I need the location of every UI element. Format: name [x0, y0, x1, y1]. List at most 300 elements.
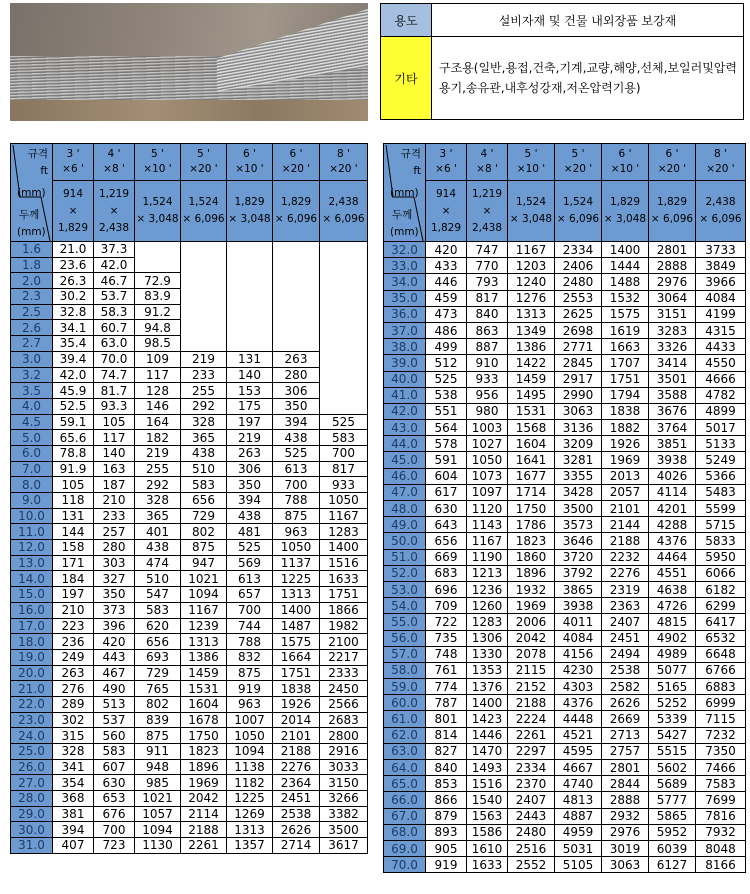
- weight-cell: 37.3: [94, 242, 135, 258]
- weight-cell: 7932: [696, 824, 746, 840]
- weight-cell: 3209: [555, 436, 602, 452]
- mm-length: × 3,048: [603, 213, 647, 225]
- table-row: [11, 571, 368, 587]
- weight-cell: 2450: [320, 681, 368, 697]
- weight-cell: 65.6: [53, 430, 94, 446]
- times-sign: ×: [68, 204, 78, 217]
- table-row: [384, 727, 746, 743]
- weight-cell: 1495: [508, 387, 555, 403]
- weight-cell: 4740: [555, 776, 602, 792]
- weight-cell: 58.3: [94, 304, 135, 320]
- weight-cell: 817: [467, 290, 508, 306]
- weight-cell: 2370: [508, 776, 555, 792]
- weight-cell: 513: [94, 696, 135, 712]
- table-row: [11, 555, 368, 571]
- weight-cell: 1130: [135, 838, 181, 854]
- weight-cell: 839: [135, 712, 181, 728]
- thickness-cell: 54.0: [384, 598, 426, 614]
- mm-length: × 3,048: [509, 213, 553, 225]
- weight-cell: 6066: [696, 565, 746, 581]
- empty-cell: [320, 257, 368, 273]
- steel-plate-photo: [10, 3, 368, 121]
- table-row: [11, 649, 368, 665]
- weight-cell: 569: [227, 555, 273, 571]
- table-row: [384, 420, 746, 436]
- weight-cell: 525: [273, 445, 320, 461]
- weight-cell: 3326: [649, 339, 696, 355]
- weight-cell: 1003: [467, 420, 508, 436]
- weight-cell: 1357: [227, 838, 273, 854]
- mm-length: × 6,096: [274, 213, 318, 225]
- empty-cell: [320, 273, 368, 289]
- weight-cell: 1137: [273, 555, 320, 571]
- weight-cell: 280: [94, 540, 135, 556]
- ft-width: 5 ': [197, 148, 210, 160]
- weight-cell: 233: [94, 508, 135, 524]
- ft-length: ×20 ': [189, 163, 218, 175]
- weight-cell: 2115: [508, 662, 555, 678]
- table-row: [384, 581, 746, 597]
- weight-cell: 1386: [181, 649, 227, 665]
- table-row: [384, 290, 746, 306]
- table-row: [11, 273, 368, 289]
- usage-row: [381, 4, 744, 37]
- mm-size-header: [273, 181, 320, 242]
- weight-cell: 1882: [602, 420, 649, 436]
- thickness-cell: 25.0: [11, 744, 53, 760]
- weight-cell: 1926: [273, 696, 320, 712]
- table-row: [384, 792, 746, 808]
- weight-cell: 788: [227, 634, 273, 650]
- weight-cell: 875: [227, 665, 273, 681]
- weight-cell: 1330: [467, 646, 508, 662]
- weight-cell: 350: [94, 587, 135, 603]
- weight-cell: 1167: [320, 508, 368, 524]
- mm-length: × 6,096: [182, 213, 225, 225]
- weight-cell: 613: [227, 571, 273, 587]
- table-row: [384, 711, 746, 727]
- weight-cell: 3588: [649, 387, 696, 403]
- ft-width: 5 ': [524, 148, 538, 160]
- weight-cell: 490: [94, 681, 135, 697]
- weight-cell: 525: [227, 540, 273, 556]
- weight-cell: 1860: [508, 549, 555, 565]
- weight-cell: 1610: [467, 840, 508, 856]
- thickness-cell: 24.0: [11, 728, 53, 744]
- weight-cell: 1823: [508, 533, 555, 549]
- ft-length: ×20 ': [281, 163, 311, 175]
- weight-cell: 292: [135, 477, 181, 493]
- weight-cell: 5366: [696, 468, 746, 484]
- ft-width: 3 ': [66, 148, 80, 160]
- weight-cell: 630: [426, 501, 467, 517]
- mm-width: 2,438: [705, 196, 736, 208]
- weight-cell: 1240: [508, 274, 555, 290]
- weight-cell: 2844: [602, 776, 649, 792]
- weight-cell: 817: [320, 461, 368, 477]
- thickness-cell: 47.0: [384, 484, 426, 500]
- weight-cell: 467: [94, 665, 135, 681]
- ft-length: ×20 ': [657, 163, 687, 175]
- weight-cell: 3500: [555, 501, 602, 517]
- weight-cell: 4376: [649, 533, 696, 549]
- weight-cell: 2552: [508, 857, 555, 873]
- thickness-cell: 4.5: [11, 414, 53, 430]
- empty-cell: [227, 273, 273, 289]
- weight-cell: 551: [426, 403, 467, 419]
- thickness-cell: 58.0: [384, 662, 426, 678]
- ft-size-header: [181, 144, 227, 181]
- weight-cell: 59.1: [53, 414, 94, 430]
- weight-cell: 481: [227, 524, 273, 540]
- mm-width: 1,219: [471, 187, 503, 200]
- weight-cell: 4315: [696, 322, 746, 338]
- weight-cell: 4902: [649, 630, 696, 646]
- weight-cell: 2480: [555, 274, 602, 290]
- weight-cell: 1027: [467, 436, 508, 452]
- mm-width: 1,219: [98, 187, 130, 200]
- weight-cell: 1487: [273, 618, 320, 634]
- table-row: [384, 646, 746, 662]
- weight-cell: 7699: [696, 792, 746, 808]
- weight-cell: 105: [53, 477, 94, 493]
- weight-cell: 5077: [649, 662, 696, 678]
- ft-size-header: [555, 144, 602, 181]
- weight-cell: 140: [227, 367, 273, 383]
- ft-length: ×10 ': [610, 163, 640, 175]
- mm-size-header: [320, 181, 368, 242]
- thickness-cell: 26.0: [11, 759, 53, 775]
- weight-cell: 2014: [273, 712, 320, 728]
- weight-cell: 963: [273, 524, 320, 540]
- mm-label-top: (mm): [17, 186, 46, 199]
- weight-cell: 394: [273, 414, 320, 430]
- weight-cell: 4156: [555, 646, 602, 662]
- other-value: 구조용(일반,용접,건축,기계,교량,해양,선체,보일러및압력용기,송유관,내후성강재,저온압력기용): [432, 37, 744, 120]
- mm-width: 1,829: [609, 196, 641, 208]
- weight-cell: 182: [135, 430, 181, 446]
- weight-cell: 6039: [649, 840, 696, 856]
- weight-cell: 5165: [649, 679, 696, 695]
- empty-cell: [273, 304, 320, 320]
- weight-cell: 1493: [467, 760, 508, 776]
- weight-cell: 4667: [555, 760, 602, 776]
- weight-cell: 583: [181, 477, 227, 493]
- weight-cell: 78.8: [53, 445, 94, 461]
- weight-cell: 564: [426, 420, 467, 436]
- thickness-cell: 49.0: [384, 517, 426, 533]
- weight-cell: 1021: [135, 791, 181, 807]
- weight-cell: 1459: [181, 665, 227, 681]
- weight-cell: 350: [273, 398, 320, 414]
- weight-cell: 1470: [467, 743, 508, 759]
- weight-cell: 4376: [555, 695, 602, 711]
- weight-cell: 1540: [467, 792, 508, 808]
- weight-cell: 1167: [467, 533, 508, 549]
- weight-cell: 2114: [181, 806, 227, 822]
- table-row: [384, 517, 746, 533]
- mm-width: 1,524: [515, 196, 547, 208]
- header-row-mm: [11, 181, 368, 242]
- table-row: [384, 840, 746, 856]
- weight-cell: 1751: [320, 587, 368, 603]
- weight-cell: 2261: [508, 727, 555, 743]
- usage-label: 용도: [381, 4, 432, 37]
- thickness-cell: 41.0: [384, 387, 426, 403]
- weight-cell: 3617: [320, 838, 368, 854]
- weight-cell: 438: [135, 540, 181, 556]
- weight-cell: 93.3: [94, 398, 135, 414]
- thickness-cell: 6.0: [11, 445, 53, 461]
- weight-cell: 2363: [602, 598, 649, 614]
- weight-cell: 5689: [649, 776, 696, 792]
- thickness-cell: 63.0: [384, 743, 426, 759]
- weight-cell: 1823: [181, 744, 227, 760]
- weight-cell: 289: [53, 696, 94, 712]
- weight-cell: 3720: [555, 549, 602, 565]
- weight-cell: 1866: [320, 602, 368, 618]
- weight-cell: 1143: [467, 517, 508, 533]
- ft-length: ×10 ': [143, 163, 172, 175]
- weight-cell: 1794: [602, 387, 649, 403]
- thickness-cell: 1.6: [11, 242, 53, 258]
- weight-cell: 919: [426, 857, 467, 873]
- weight-cell: 2713: [602, 727, 649, 743]
- weight-cell: 53.7: [94, 289, 135, 305]
- weight-cell: 5950: [696, 549, 746, 565]
- weight-cell: 1313: [227, 822, 273, 838]
- weight-cell: 793: [467, 274, 508, 290]
- thickness-cell: 9.0: [11, 493, 53, 509]
- weight-cell: 748: [426, 646, 467, 662]
- weight-cell: 396: [94, 618, 135, 634]
- ft-width: 6 ': [618, 148, 632, 160]
- ft-width: 6 ': [289, 148, 303, 160]
- weight-cell: 1969: [181, 775, 227, 791]
- weight-cell: 219: [181, 351, 227, 367]
- weight-cell: 3064: [649, 290, 696, 306]
- weight-cell: 1444: [602, 258, 649, 274]
- weight-cell: 5833: [696, 533, 746, 549]
- weight-cell: 63.0: [94, 336, 135, 352]
- weight-cell: 747: [467, 242, 508, 258]
- weight-cell: 2976: [602, 824, 649, 840]
- ft-width: 6 ': [243, 148, 256, 160]
- table-row: [384, 549, 746, 565]
- weight-cell: 3150: [320, 775, 368, 791]
- mm-width: 1,829: [234, 196, 265, 208]
- thickness-cell: 29.0: [11, 806, 53, 822]
- weight-cell: 433: [426, 258, 467, 274]
- weight-cell: 39.4: [53, 351, 94, 367]
- ft-length: ×10 ': [235, 163, 264, 175]
- weight-cell: 1190: [467, 549, 508, 565]
- empty-cell: [181, 320, 227, 336]
- weight-cell: 1604: [508, 436, 555, 452]
- weight-cell: 700: [320, 445, 368, 461]
- weight-cell: 910: [467, 355, 508, 371]
- thickness-cell: 45.0: [384, 452, 426, 468]
- weight-cell: 788: [273, 493, 320, 509]
- weight-cell: 443: [94, 649, 135, 665]
- thickness-cell: 70.0: [384, 857, 426, 873]
- table-row: [384, 630, 746, 646]
- weight-cell: 3865: [555, 581, 602, 597]
- weight-cell: 893: [426, 824, 467, 840]
- weight-cell: 4551: [649, 565, 696, 581]
- weight-cell: 2625: [555, 306, 602, 322]
- weight-cell: 933: [320, 477, 368, 493]
- weight-cell: 1575: [602, 306, 649, 322]
- thickness-cell: 19.0: [11, 649, 53, 665]
- table-row: [384, 452, 746, 468]
- weight-cell: 802: [181, 524, 227, 540]
- weight-cell: 723: [94, 838, 135, 854]
- thickness-cell: 53.0: [384, 581, 426, 597]
- ft-length: ×8 ': [103, 163, 125, 175]
- weight-cell: 2224: [508, 711, 555, 727]
- thickness-cell: 2.3: [11, 289, 53, 305]
- weight-cell: 1021: [181, 571, 227, 587]
- weight-cell: 3063: [555, 403, 602, 419]
- weight-cell: 613: [273, 461, 320, 477]
- weight-cell: 1269: [227, 806, 273, 822]
- table-row: [384, 355, 746, 371]
- ft-length: ×20 ': [563, 163, 593, 175]
- weight-cell: 4084: [555, 630, 602, 646]
- weight-cell: 117: [135, 367, 181, 383]
- weight-cell: 3500: [320, 822, 368, 838]
- empty-cell: [227, 242, 273, 258]
- mm-size-header: [135, 181, 181, 242]
- weight-cell: 3764: [649, 420, 696, 436]
- table-row: [11, 493, 368, 509]
- weight-cell: 1633: [320, 571, 368, 587]
- weight-cell: 7466: [696, 760, 746, 776]
- weight-cell: 459: [426, 290, 467, 306]
- thickness-cell: 61.0: [384, 711, 426, 727]
- weight-cell: 1094: [135, 822, 181, 838]
- weight-cell: 5602: [649, 760, 696, 776]
- empty-cell: [181, 336, 227, 352]
- weight-cell: 4887: [555, 808, 602, 824]
- weight-cell: 827: [426, 743, 467, 759]
- weight-cell: 1094: [227, 744, 273, 760]
- table-row: [11, 775, 368, 791]
- ft-size-header: [320, 144, 368, 181]
- ft-length: ×10 ': [516, 163, 546, 175]
- thickness-cell: 52.0: [384, 565, 426, 581]
- ft-width: 8 ': [714, 148, 727, 160]
- empty-cell: [181, 257, 227, 273]
- weight-cell: 6766: [696, 662, 746, 678]
- thickness-cell: 59.0: [384, 679, 426, 695]
- table-row: [11, 383, 368, 399]
- table-row: [384, 339, 746, 355]
- weight-cell: 1604: [181, 696, 227, 712]
- weight-cell: 3501: [649, 371, 696, 387]
- thickness-cell: 50.0: [384, 533, 426, 549]
- weight-cell: 32.8: [53, 304, 94, 320]
- weight-cell: 486: [426, 322, 467, 338]
- thickness-cell: 2.7: [11, 336, 53, 352]
- thickness-cell: 8.0: [11, 477, 53, 493]
- thickness-cell: 31.0: [11, 838, 53, 854]
- weight-cell: 2800: [320, 728, 368, 744]
- weight-cell: 607: [94, 759, 135, 775]
- table-row: [384, 743, 746, 759]
- thickness-label: 두께: [392, 208, 413, 221]
- weight-cell: 1751: [602, 371, 649, 387]
- weight-cell: 2297: [508, 743, 555, 759]
- weight-cell: 438: [273, 430, 320, 446]
- weight-cell: 6182: [696, 581, 746, 597]
- weight-cell: 2334: [555, 242, 602, 258]
- weight-cell: 1050: [467, 452, 508, 468]
- table-row: [384, 598, 746, 614]
- ft-size-header: [649, 144, 696, 181]
- weight-cell: 919: [227, 681, 273, 697]
- mm-size-header: [602, 181, 649, 242]
- weight-cell: 2582: [602, 679, 649, 695]
- weight-cell: 210: [94, 493, 135, 509]
- weight-cell: 255: [181, 383, 227, 399]
- weight-cell: 394: [227, 493, 273, 509]
- weight-cell: 473: [426, 306, 467, 322]
- weight-cell: 617: [426, 484, 467, 500]
- weight-cell: 948: [135, 759, 181, 775]
- weight-cell: 1376: [467, 679, 508, 695]
- weight-cell: 2801: [649, 242, 696, 258]
- weight-cell: 1073: [467, 468, 508, 484]
- weight-cell: 5777: [649, 792, 696, 808]
- weight-cell: 46.7: [94, 273, 135, 289]
- weight-cell: 3792: [555, 565, 602, 581]
- weight-cell: 761: [426, 662, 467, 678]
- weight-cell: 2188: [273, 744, 320, 760]
- weight-cell: 1094: [181, 587, 227, 603]
- ft-width: 6 ': [665, 148, 679, 160]
- mm-label-bottom: (mm): [390, 225, 419, 238]
- weight-cell: 306: [227, 461, 273, 477]
- weight-cell: 1007: [227, 712, 273, 728]
- weight-cell: 1225: [227, 791, 273, 807]
- thickness-cell: 13.0: [11, 555, 53, 571]
- weight-cell: 2006: [508, 614, 555, 630]
- weight-cell: 4989: [649, 646, 696, 662]
- weight-cell: 866: [426, 792, 467, 808]
- thickness-cell: 57.0: [384, 646, 426, 662]
- weight-cell: 620: [135, 618, 181, 634]
- weight-cell: 163: [94, 461, 135, 477]
- thickness-cell: 39.0: [384, 355, 426, 371]
- weight-cell: 34.1: [53, 320, 94, 336]
- thickness-cell: 38.0: [384, 339, 426, 355]
- table-row: [11, 696, 368, 712]
- weight-cell: 578: [426, 436, 467, 452]
- thickness-cell: 7.0: [11, 461, 53, 477]
- weight-cell: 547: [135, 587, 181, 603]
- weight-cell: 23.6: [53, 257, 94, 273]
- empty-cell: [320, 289, 368, 305]
- thickness-cell: 60.0: [384, 695, 426, 711]
- weight-cell: 8166: [696, 857, 746, 873]
- weight-cell: 1213: [467, 565, 508, 581]
- weight-cell: 3938: [649, 452, 696, 468]
- weight-cell: 1097: [467, 484, 508, 500]
- weight-cell: 263: [273, 351, 320, 367]
- mm-size-header: [181, 181, 227, 242]
